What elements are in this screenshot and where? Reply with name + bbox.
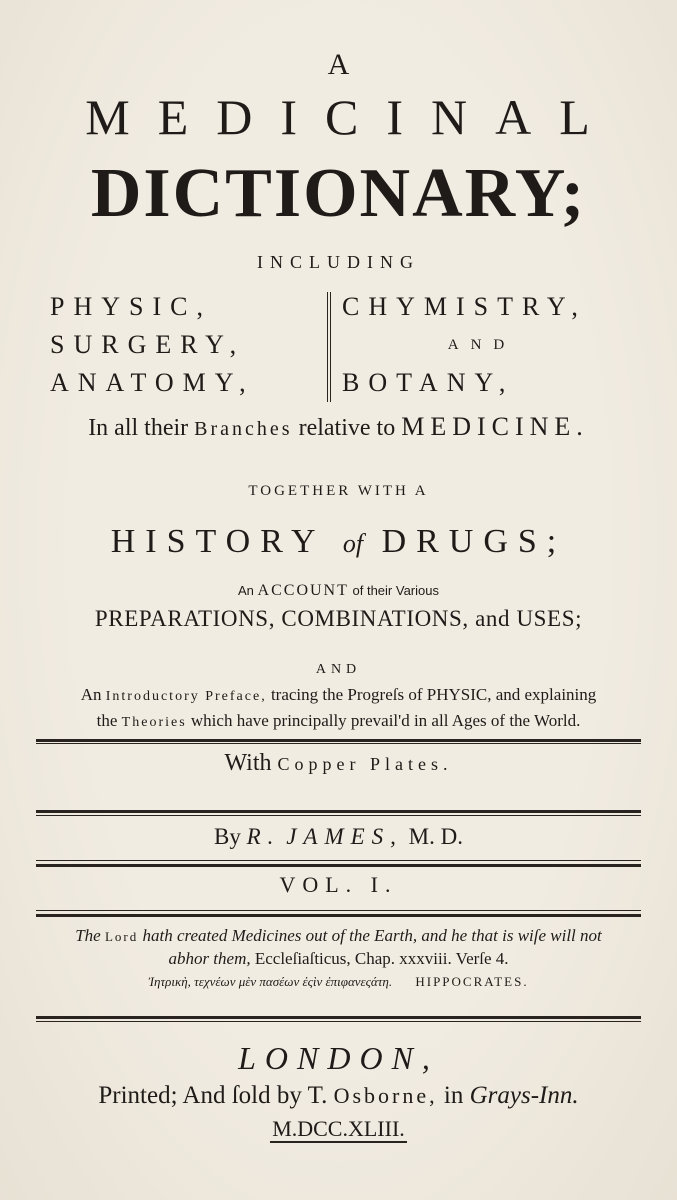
subject-anatomy: ANATOMY, [50,368,255,397]
rule-divider [36,1016,641,1019]
preface-intro: Introductory Preface, [105,689,267,704]
rule-divider [36,1021,641,1022]
quote-line-2 [0,948,677,970]
title-dictionary: DICTIONARY; [90,155,587,232]
quote-line2-italic: abhor them, [168,949,251,968]
preface-block [0,683,677,735]
byline-surname: JAMES, [286,824,403,849]
and-line: AND [315,662,362,677]
account-word: ACCOUNT [257,582,349,599]
branches-prefix: In all their [88,415,189,441]
drugs-word: DRUGS; [381,523,567,560]
preface-the: the [96,711,118,730]
account-suffix: of their Various [352,583,439,598]
greek-epigraph [0,974,677,990]
imprint-osborne: Osborne, [333,1083,438,1108]
imprint-printed-line [0,1082,677,1110]
subject-and: AND [447,337,517,353]
including-label: INCLUDING [257,252,420,272]
imprint-city: LONDON, [238,1040,439,1076]
greek-text: Ἰητρικὴ, τεχνέων μὲν πασέων ἐςὶν ἐπιφανεςάτη. [148,974,393,989]
quote-the: The [75,926,101,945]
account-line [0,582,677,600]
imprint-date-line [0,1116,677,1142]
rule-divider [36,860,641,861]
imprint-printed: Printed; [98,1082,178,1109]
together-line: TOGETHER WITH A [248,483,429,499]
rule-divider [36,910,641,911]
rule-divider [36,739,641,742]
preface-theories: Theories [121,715,187,730]
quote-lord: Lord [104,929,139,944]
volume-label: VOL. I. [279,872,398,897]
subject-chymistry: CHYMISTRY, [342,292,587,321]
account-prefix: An [238,583,254,598]
byline-initial: R. [246,824,281,849]
rule-divider [36,743,641,744]
imprint-place: Grays-Inn. [469,1082,579,1109]
history-line [0,523,677,561]
branches-word: Branches [194,418,293,440]
subjects-right-column [342,288,642,402]
preface-line1-rest: tracing the Progreſs of PHYSIC, and explaining [270,685,597,704]
copper-plates-line [0,750,677,777]
title-article: A [327,48,350,81]
imprint-sold-by: And ſold by T. [182,1082,328,1109]
preparations-line: PREPARATIONS, COMBINATIONS, and USES; [94,606,583,631]
rule-divider [36,810,641,813]
copper-with: With [224,750,272,776]
subjects-left-column [50,288,330,402]
branches-middle: relative to [298,415,396,441]
rule-divider [36,815,641,816]
branches-line [0,412,677,442]
quote-line2-roman: Eccleſiaſticus, Chap. xxxviii. Verſe 4. [254,949,509,968]
preface-line-1 [0,683,677,709]
imprint-date: M.DCC.XLIII. [272,1116,405,1141]
scripture-quote [0,925,677,970]
history-word: HISTORY [110,523,325,560]
history-of: of [342,529,364,558]
title-medicinal: MEDICINAL [85,89,618,145]
column-divider [327,292,331,402]
quote-line1-text: hath created Medicines out of the Earth, and he that is wiſe will not [142,926,602,945]
quote-line-1 [0,925,677,948]
rule-divider [36,864,641,867]
subject-botany: BOTANY, [342,368,515,397]
preface-line-2 [0,709,677,735]
imprint-in: in [443,1082,464,1109]
greek-author: HIPPOCRATES. [415,974,529,989]
preface-line2-rest: which have principally prevail'd in all Ages of the World. [190,711,581,730]
subject-surgery: SURGERY, [50,330,246,359]
medicine-word: MEDICINE. [401,412,589,441]
subject-physic: PHYSIC, [50,292,212,321]
author-byline [0,824,677,850]
byline-by: By [214,824,241,849]
copper-plates: Copper Plates. [277,754,453,774]
byline-degree: M. D. [408,824,463,849]
preface-an: An [80,685,102,704]
rule-divider [36,914,641,917]
